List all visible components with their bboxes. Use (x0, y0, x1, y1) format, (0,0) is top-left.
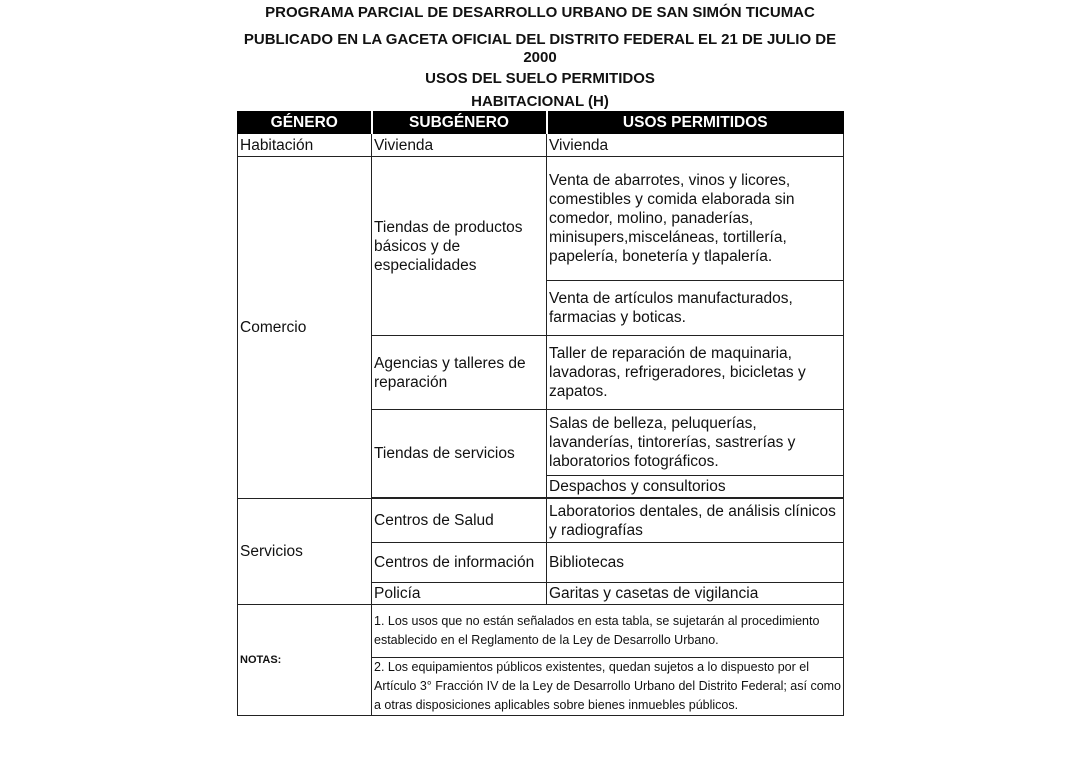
subgenero-cell: Centros de información (372, 543, 547, 583)
subgenero-cell: Tiendas de productos básicos y de especialidades (372, 157, 547, 336)
uso-cell: Bibliotecas (547, 543, 844, 583)
uso-cell: Venta de artículos manufacturados, farmacias y boticas. (547, 281, 844, 336)
subgenero-cell: Centros de Salud (372, 499, 547, 543)
note-2: 2. Los equipamientos públicos existentes, quedan sujetos a lo dispuesto por el Artículo 3° Fracción IV de la Ley de Desarrollo Urbano del Distrito Federal; así como a otras disposiciones aplicables sobre bienes inmuebles públicos. (372, 658, 844, 716)
subgenero-cell: Policía (372, 583, 547, 605)
uso-cell: Vivienda (547, 134, 844, 157)
publication-line: PUBLICADO EN LA GACETA OFICIAL DEL DISTRITO FEDERAL EL 21 DE JULIO DE (243, 31, 837, 48)
table-header-row (238, 112, 844, 134)
genero-cell: Servicios (238, 499, 372, 605)
uso-cell: Venta de abarrotes, vinos y licores, comestibles y comida elaborada sin comedor, molino, panaderías, minisupers,misceláneas, tortillería, papelería, bonetería y tlapalería. (547, 157, 844, 281)
uso-cell: Garitas y casetas de vigilancia (547, 583, 844, 605)
table-row (238, 134, 844, 157)
uso-cell: Despachos y consultorios (547, 476, 844, 498)
column-header-usos: USOS PERMITIDOS (547, 112, 844, 134)
genero-cell: Habitación (238, 134, 372, 157)
zone-title: HABITACIONAL (H) (471, 93, 609, 110)
publication-year: 2000 (523, 49, 557, 66)
section-title: USOS DEL SUELO PERMITIDOS (425, 70, 655, 87)
subgenero-cell: Tiendas de servicios (372, 410, 547, 498)
column-header-subgenero: SUBGÉNERO (372, 112, 547, 134)
notes-label: NOTAS: (238, 605, 372, 716)
note-1: 1. Los usos que no están señalados en esta tabla, se sujetarán al procedimiento establecido en el Reglamento de la Ley de Desarrollo Urbano. (372, 605, 844, 658)
table-row (238, 157, 844, 281)
uso-cell: Taller de reparación de maquinaria, lavadoras, refrigeradores, bicicletas y zapatos. (547, 336, 844, 410)
notes-row (238, 605, 844, 658)
genero-cell: Comercio (238, 157, 372, 499)
uso-cell: Laboratorios dentales, de análisis clínicos y radiografías (547, 499, 844, 543)
column-header-genero: GÉNERO (238, 112, 372, 134)
document-title: PROGRAMA PARCIAL DE DESARROLLO URBANO DE SAN SIMÓN TICUMAC (265, 4, 815, 21)
table-row (238, 499, 844, 543)
subgenero-cell: Agencias y talleres de reparación (372, 336, 547, 410)
subgenero-cell: Vivienda (372, 134, 547, 157)
land-use-table (237, 111, 844, 716)
uso-cell: Salas de belleza, peluquerías, lavanderías, tintorerías, sastrerías y laboratorios fotográficos. (547, 410, 844, 476)
